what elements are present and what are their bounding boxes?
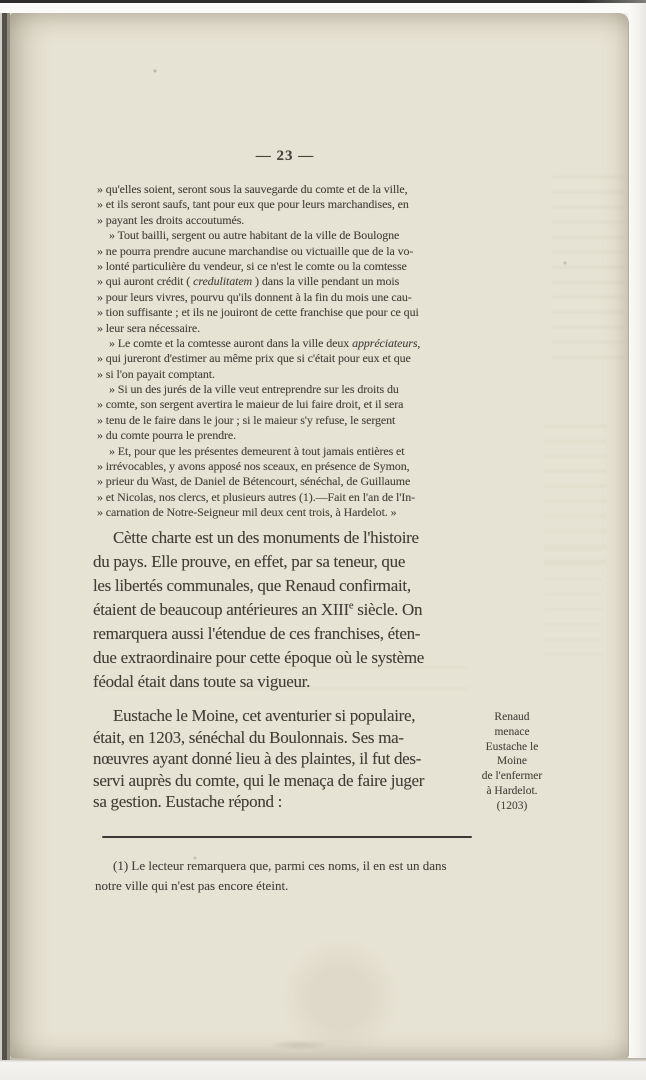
paragraph-line: du pays. Elle prouve, en effet, par sa teneur, que [93, 552, 406, 571]
paragraph-line: les libertés communales, que Renaud confirmait, [93, 576, 411, 595]
charter-line: » et Nicolas, nos clercs, et plusieurs autres (1).—Fait en l'an de l'In- [97, 489, 416, 504]
charter-line: » pour leurs vivres, pourvu qu'ils donnent à la fin du mois une cau- [97, 289, 412, 304]
footnote-line: notre ville qui n'est pas encore éteint. [95, 877, 289, 893]
footnote [95, 856, 495, 895]
charter-line: » Et, pour que les présentes demeurent à tout jamais entières et [109, 443, 405, 458]
paragraph-line: sa gestion. Eustache répond : [93, 792, 283, 812]
margin-note-line: Renaud [494, 711, 530, 723]
charter-line: » Le comte et la comtesse auront dans la ville deux appréciateurs, [109, 335, 421, 350]
charter-line: » tion suffisante ; et ils ne jouiront de cette franchise que pour ce qui [97, 305, 419, 320]
charter-line: » payant les droits accoutumés. [97, 212, 245, 227]
charter-line: » et ils seront saufs, tant pour eux que pour leurs marchandises, en [97, 197, 409, 212]
scanner-background-right [628, 3, 646, 1063]
margin-note-line: de l'enfermer [481, 770, 543, 783]
charter-line: » si l'on payait comptant. [97, 366, 215, 381]
charter-line: » lonté particulière du vendeur, si ce n'est le comte ou la comtesse [97, 258, 407, 273]
paragraph-line: était, en 1203, sénéchal du Boulonnais. Ses ma- [93, 727, 404, 747]
page-number: — 23 — [255, 148, 315, 164]
margin-note-line: (1203) [496, 799, 528, 812]
charter-quote-block [97, 182, 477, 521]
charter-line: » Si un des jurés de la ville veut entreprendre sur les droits du [109, 382, 399, 397]
margin-note-line: menace [494, 725, 530, 738]
margin-note [464, 710, 560, 814]
paragraph-line: nœuvres ayant donné lieu à des plaintes, il fut des- [93, 749, 422, 769]
charter-line: » prieur du Wast, de Daniel de Bétencourt, sénéchal, de Guillaume [97, 474, 411, 489]
paragraph-line: due extraordinaire pour cette époque où le système [93, 648, 425, 667]
charter-line: » qu'elles soient, seront sous la sauvegarde du comte et de la ville, [97, 182, 408, 196]
margin-note-line: à Hardelot. [486, 784, 538, 797]
paragraph-line: Cètte charte est un des monuments de l'histoire [113, 528, 419, 547]
body-paragraph [93, 705, 478, 813]
scanner-background-bottom [0, 1058, 646, 1080]
footnote-line: (1) Le lecteur remarquera que, parmi ces noms, il en est un dans [113, 858, 447, 873]
charter-line: » leur sera nécessaire. [97, 320, 200, 335]
scanner-background-top [0, 3, 646, 13]
margin-note-line: Moine [496, 755, 528, 768]
charter-line: » du comte pourra le prendre. [97, 428, 237, 443]
charter-line: » irrévocables, y avons apposé nos sceaux, en présence de Symon, [97, 459, 410, 474]
paragraph-line: remarquera aussi l'étendue de ces franchises, éten- [93, 624, 421, 643]
charter-line: » Tout bailli, sergent ou autre habitant de la ville de Boulogne [109, 228, 400, 243]
charter-line: » ne pourra prendre aucune marchandise ou victuaille que de la vo- [97, 243, 414, 258]
charter-line: » comte, son sergent avertira le maieur de lui faire droit, et il sera [97, 397, 404, 412]
charter-line: » carnation de Notre-Seigneur mil deux cent trois, à Hardelot. » [97, 505, 397, 520]
paragraph-line: Eustache le Moine, cet aventurier si populaire, [113, 706, 416, 725]
margin-note-line: Eustache le [485, 740, 539, 753]
paragraph-line: féodal était dans toute sa vigueur. [93, 672, 311, 691]
page-gutter-edge [0, 13, 10, 1060]
body-paragraph [93, 526, 478, 694]
charter-line: » qui jureront d'estimer au même prix que si c'était pour eux et que [97, 351, 411, 366]
charter-line: » qui auront crédit ( credulitatem ) dans la ville pendant un mois [97, 274, 400, 289]
footnote-separator-rule [102, 836, 472, 838]
paragraph-line: étaient de beaucoup antérieures an XIIIe siècle. On [93, 600, 423, 619]
charter-line: » tenu de le faire dans le jour ; si le maieur s'y refuse, le sergent [97, 412, 396, 427]
paragraph-line: servi auprès du comte, qui le menaça de faire juger [93, 770, 425, 790]
